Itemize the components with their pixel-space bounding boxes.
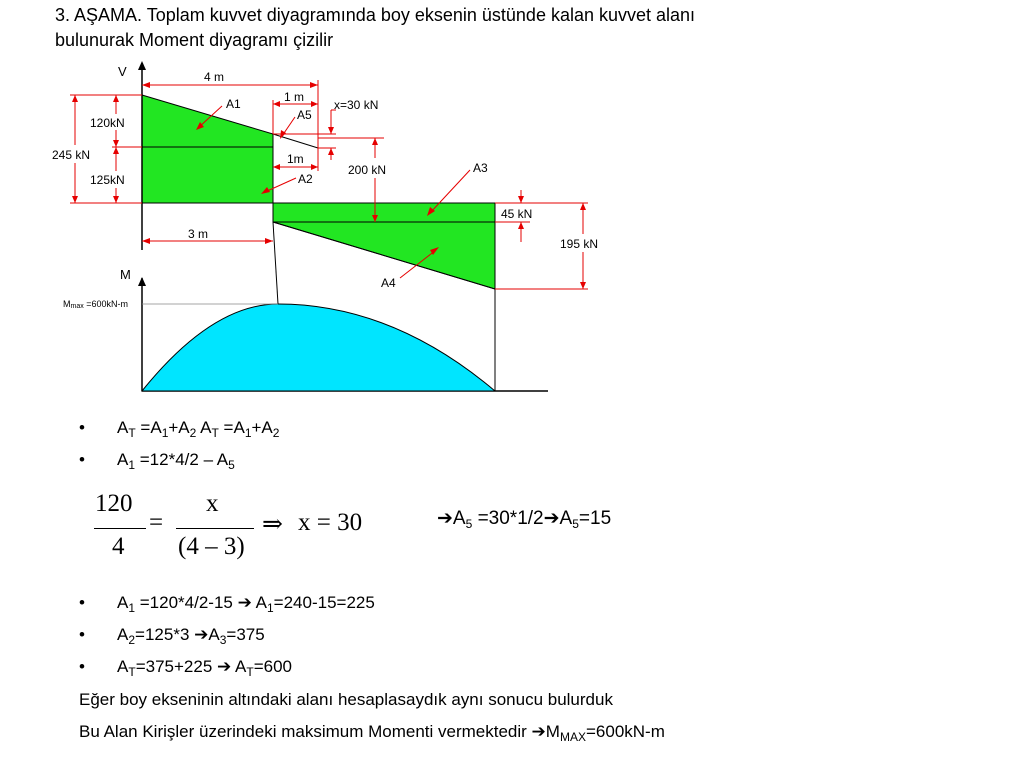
eq-equals: = — [149, 509, 164, 536]
area-a1-label: A1 — [226, 97, 241, 111]
eq-num-x: x — [206, 490, 219, 517]
bullet-4-text: $A_2=125*3$ $➔A_3=375$ — [117, 625, 265, 647]
dim-3m-label: 3 m — [188, 227, 209, 241]
connector-3m-line — [273, 222, 278, 304]
label-245kn: 245 kN — [52, 148, 91, 162]
eq-implies: ⇒ — [262, 511, 283, 538]
eq-num-120: 120 — [95, 490, 133, 517]
moment-curve — [142, 304, 495, 391]
eq-a5-result: $➔A_5$ $=30*1/2➔A_5=15$ — [437, 508, 612, 531]
title-line-2: bulunurak Moment diyagramı çizilir — [55, 30, 334, 50]
a5-extension-line — [273, 134, 318, 148]
bullet-1-text: $A_T =A_1+A_2$ $A_T =A_1+A_2$ — [117, 418, 280, 440]
dim-1m-mid-label: 1m — [287, 152, 304, 166]
eq-den-4: 4 — [112, 533, 125, 560]
eq-fraction-bar-2 — [176, 528, 254, 529]
area-a3-shape — [273, 203, 495, 222]
label-45kn: 45 kN — [501, 207, 533, 221]
axis-m-label: M — [120, 267, 131, 282]
dim-1m-top-label: 1 m — [284, 90, 305, 104]
label-120kn: 120kN — [90, 116, 125, 130]
area-a3-label: A3 — [473, 161, 488, 175]
footer-line-2: Bu Alan Kirişler üzerindeki maksimum Momenti vermektedir $➔M_{MAX}=600kN-m$ — [79, 722, 665, 744]
area-a2-shape — [142, 147, 273, 203]
area-a5-label: A5 — [297, 108, 312, 122]
area-a1-shape — [142, 95, 273, 147]
eq-fraction-bar-1 — [94, 528, 146, 529]
m-axis-arrow — [138, 277, 146, 286]
dim-4m-label: 4 m — [204, 70, 225, 84]
area-a2-label: A2 — [298, 172, 313, 186]
label-200kn: 200 kN — [348, 163, 387, 177]
axis-v-label: V — [118, 64, 127, 79]
title-line-1: 3. AŞAMA. Toplam kuvvet diyagramında boy eksenin üstünde kalan kuvvet alanı — [55, 5, 696, 25]
label-195kn: 195 kN — [560, 237, 599, 251]
footer-line-1: Eğer boy ekseninin altındaki alanı hesaplasaydık aynı sonucu bulurduk — [79, 690, 613, 709]
x-label: x=30 kN — [334, 98, 379, 112]
bullet-3-text: $A_1 =120*4/2-15$ ➔ $A_1=240-15=225$ — [117, 593, 375, 615]
bullet-2-text: $A_1 =12*4/2 - A_5$ — [117, 450, 235, 472]
label-125kn: 125kN — [90, 173, 125, 187]
bullet-5-text: $A_T=375+225$ ➔ $A_T=600$ — [117, 657, 293, 679]
v-axis-arrow — [138, 61, 146, 70]
mmax-label: Mmax =600kN-m — [63, 299, 129, 310]
area-a4-label: A4 — [381, 276, 396, 290]
eq-result: x = 30 — [298, 509, 363, 536]
eq-den-4-3: (4 – 3) — [178, 533, 245, 560]
